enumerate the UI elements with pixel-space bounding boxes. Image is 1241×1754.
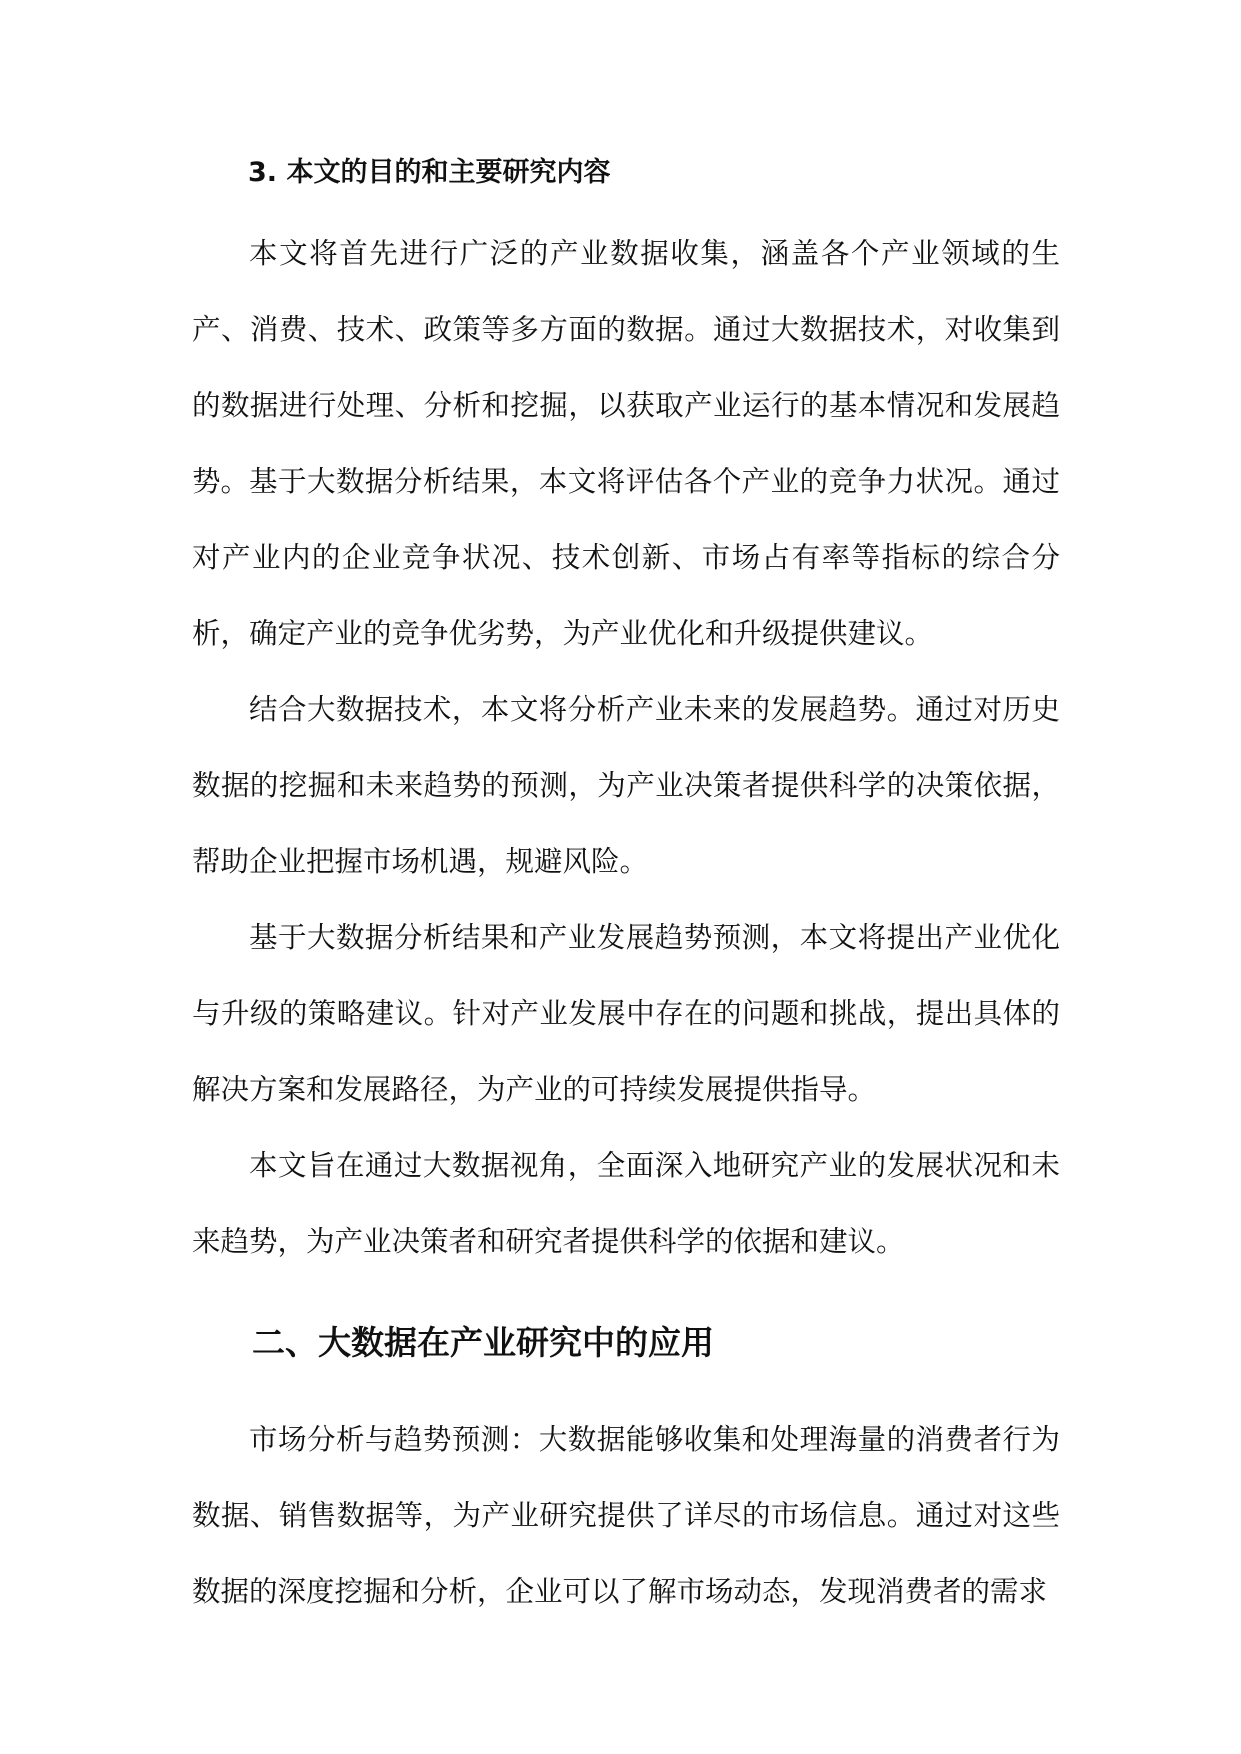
paragraph-competitiveness: 基于大数据分析结果，本文将评估各个产业的竞争力状况。通过对产业内的企业竞争状况、技术创新、市场占有率等指标的综合分析，确定产业的竞争优劣势，为产业优化和升级提供建议。 [192,465,1060,650]
paragraph-market-analysis: 市场分析与趋势预测：大数据能够收集和处理海量的消费者行为数据、销售数据等，为产业研究提供了详尽的市场信息。通过对这些数据的深度挖掘和分析，企业可以了解市场动态，发现消费者的需求 [192,1423,1060,1608]
section-2-heading: 二、大数据在产业研究中的应用 [252,1323,714,1362]
paragraph-future-trends: 结合大数据技术，本文将分析产业未来的发展趋势。通过对历史数据的挖掘和未来趋势的预测，为产业决策者提供科学的决策依据，帮助企业把握市场机遇，规避风险。 [192,693,1060,878]
paragraph-summary: 本文旨在通过大数据视角，全面深入地研究产业的发展状况和未来趋势，为产业决策者和研究者提供科学的依据和建议。 [192,1149,1060,1258]
paragraph-strategy: 基于大数据分析结果和产业发展趋势预测，本文将提出产业优化与升级的策略建议。针对产业发展中存在的问题和挑战，提出具体的解决方案和发展路径，为产业的可持续发展提供指导。 [192,921,1060,1106]
section-3-heading: 3. 本文的目的和主要研究内容 [248,157,611,188]
paragraph-data-collection: 本文将首先进行广泛的产业数据收集，涵盖各个产业领域的生产、消费、技术、政策等多方面的数据。通过大数据技术，对收集到的数据进行处理、分析和挖掘，以获取产业运行的基本情况和发展趋势。 [192,237,1060,498]
